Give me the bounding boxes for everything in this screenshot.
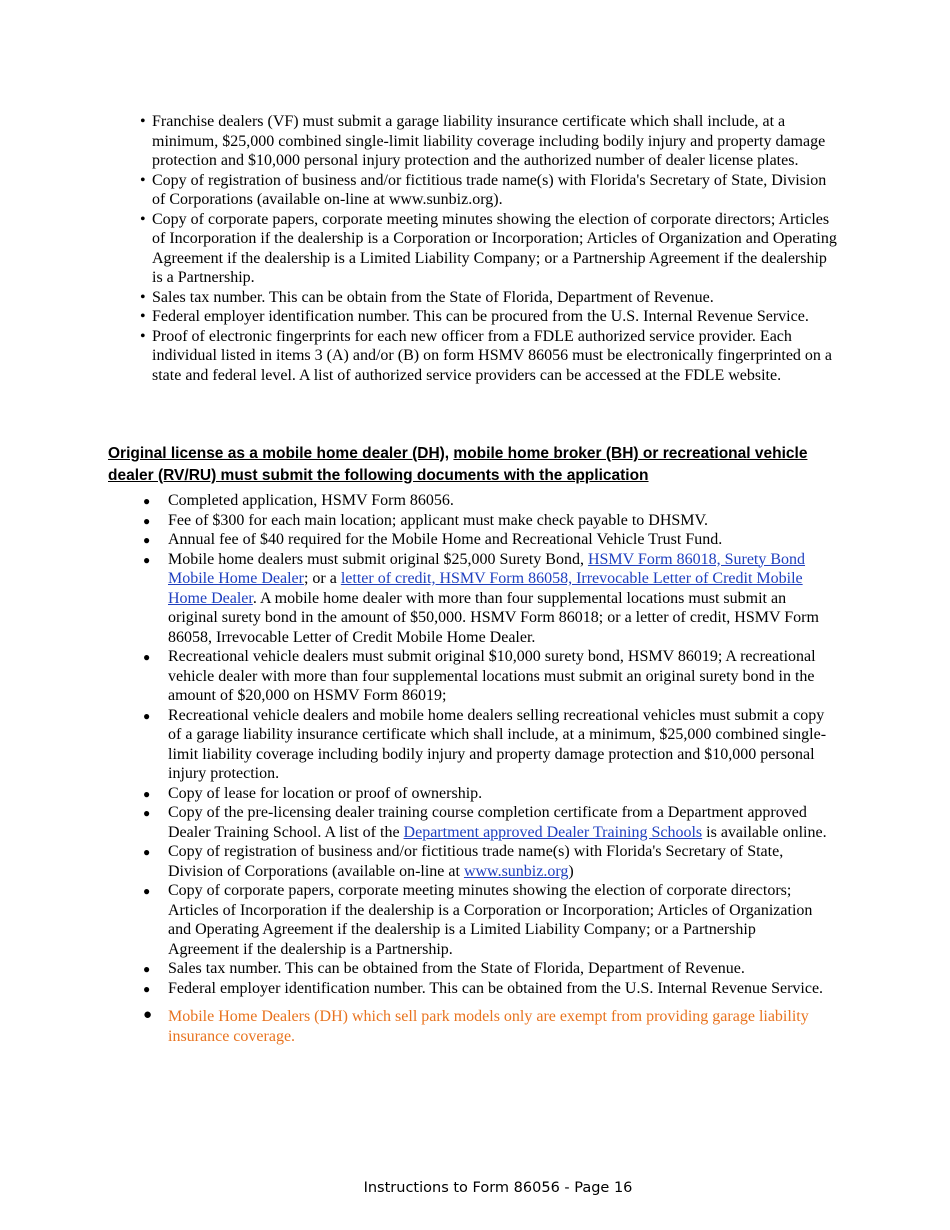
bullet-icon: • — [140, 171, 146, 189]
bullet-icon: ● — [143, 494, 151, 508]
list-item: ● Copy of registration of business and/or fictitious trade name(s) with Florida's Secretary of State, Division of Corporations (available on-line at www.sunbiz.org) — [143, 843, 784, 880]
bullet-icon: ● — [143, 513, 151, 528]
list-item: • Federal employer identification number. This can be procured from the U.S. Internal Revenue Service. — [140, 308, 809, 325]
bullet-icon: ● — [143, 806, 151, 820]
bullet-icon: ● — [143, 533, 151, 547]
list-item: ● Copy of corporate papers, corporate meeting minutes showing the election of corporate directors; Articles of Incorporation if the dealership is a Corporation or Incorporation; Articles of Organization and Operating Agreement if the dealership is a Limited Liability Company; or a Partnership Agreement if the dealership is a Partnership. — [143, 882, 813, 958]
exemption-note: ● Mobile Home Dealers (DH) which sell park models only are exempt from providing garage liability insurance coverage. — [143, 1007, 809, 1045]
list-item: ● Sales tax number. This can be obtained from the State of Florida, Department of Revenue. — [140, 959, 830, 979]
sunbiz-link[interactable]: www.sunbiz.org — [463, 862, 569, 880]
bullet-icon: • — [140, 210, 146, 228]
surety-bond-form-link[interactable]: HSMV Form 86018, Surety Bond Mobile Home Dealer — [168, 550, 806, 587]
list-item: ● Federal employer identification number. This can be obtained from the U.S. Internal Revenue Service. — [140, 979, 830, 999]
page-footer: Instructions to Form 86056 - Page 16 — [363, 1180, 633, 1196]
bullet-icon: ● — [143, 1007, 153, 1023]
bullet-icon: ● — [143, 884, 151, 898]
requirements-list-mobile-home-rv — [140, 491, 830, 1046]
bullet-icon: • — [140, 308, 146, 325]
bullet-icon: ● — [143, 845, 151, 859]
bullet-icon: ● — [143, 981, 151, 996]
list-item: ● Mobile home dealers must submit original $25,000 Surety Bond, HSMV Form 86018, Surety Bond Mobile Home Dealer; or a letter of credit, HSMV Form 86058, Irrevocable Letter of Credit Mobile Home Dealer. A mobile home dealer with more than four supplemental locations must submit an original surety bond in the amount of $50,000. HSMV Form 86018; or a letter of credit, HSMV Form 86058, Irrevocable Letter of Credit Mobile Home Dealer. — [143, 550, 819, 646]
list-item: ● Recreational vehicle dealers and mobile home dealers selling recreational vehicles must submit a copy of a garage liability insurance certificate which shall include, at a minimum, $25,000 combined single-limit liability coverage including bodily injury and property damage protection and $10,000 personal injury protection. — [143, 706, 827, 782]
bullet-icon: • — [140, 288, 146, 306]
list-item: • Franchise dealers (VF) must submit a garage liability insurance certificate which shall include, at a minimum, $25,000 combined single-limit liability coverage including bodily injury and property damage protection and $10,000 personal injury protection and the authorized number of dealer license plates. — [140, 113, 826, 169]
bullet-icon: ● — [143, 650, 151, 664]
letter-of-credit-form-link[interactable]: letter of credit, HSMV Form 86058, Irrevocable Letter of Credit Mobile Home Dealer — [168, 570, 803, 607]
heading-part-1: Original license as a mobile home dealer (DH), — [108, 445, 450, 462]
bullet-icon: ● — [143, 708, 151, 723]
list-item: ● Copy of the pre-licensing dealer training course completion certificate from a Department approved Dealer Training School. A list of the Department approved Dealer Training Schools is available online. — [143, 804, 827, 841]
list-item: • Proof of electronic fingerprints for each new officer from a FDLE authorized service provider. Each individual listed in items 3 (A) and/or (B) on form HSMV 86056 must be electronically fingerprinted on a state and federal level. A list of authorized service providers can be accessed at the FDLE website. — [140, 327, 833, 384]
section-heading — [108, 443, 828, 486]
list-item: • Sales tax number. This can be obtain from the State of Florida, Department of Revenue. — [140, 288, 714, 306]
bullet-icon: ● — [143, 552, 151, 567]
bullet-icon: ● — [143, 962, 151, 976]
list-item: ● Recreational vehicle dealers must submit original $10,000 surety bond, HSMV 86019; A recreational vehicle dealer with more than four supplemental locations must submit an original surety bond in the amount of $20,000 on HSMV Form 86019; — [143, 648, 816, 704]
bullet-icon: • — [140, 327, 146, 345]
bullet-icon: • — [140, 113, 146, 130]
list-item: • Copy of corporate papers, corporate meeting minutes showing the election of corporate directors; Articles of Incorporation if the dealership is a Corporation or Incorporation; Articles of Organization and Operating Agreement if the dealership is a Limited Liability Company; or a Partnership Agreement if the dealership is a Partnership. — [140, 210, 837, 286]
list-item: ● Fee of $300 for each main location; applicant must make check payable to DHSMV. — [140, 511, 830, 531]
list-item: ● Completed application, HSMV Form 86056. — [140, 491, 830, 511]
list-item: ● Copy of lease for location or proof of ownership. — [140, 784, 830, 804]
heading-part-2: mobile home broker (BH) or recreational vehicle dealer (RV/RU) must submit the following documents with the application — [108, 445, 808, 484]
dealer-training-schools-link[interactable]: Department approved Dealer Training Schools — [403, 823, 703, 841]
requirements-list-franchise — [137, 112, 837, 385]
list-item: • Copy of registration of business and/or fictitious trade name(s) with Florida's Secretary of State, Division of Corporations (available on-line at www.sunbiz.org). — [140, 171, 827, 208]
bullet-icon: ● — [143, 786, 151, 801]
list-item: ● Annual fee of $40 required for the Mobile Home and Recreational Vehicle Trust Fund. — [140, 530, 830, 550]
